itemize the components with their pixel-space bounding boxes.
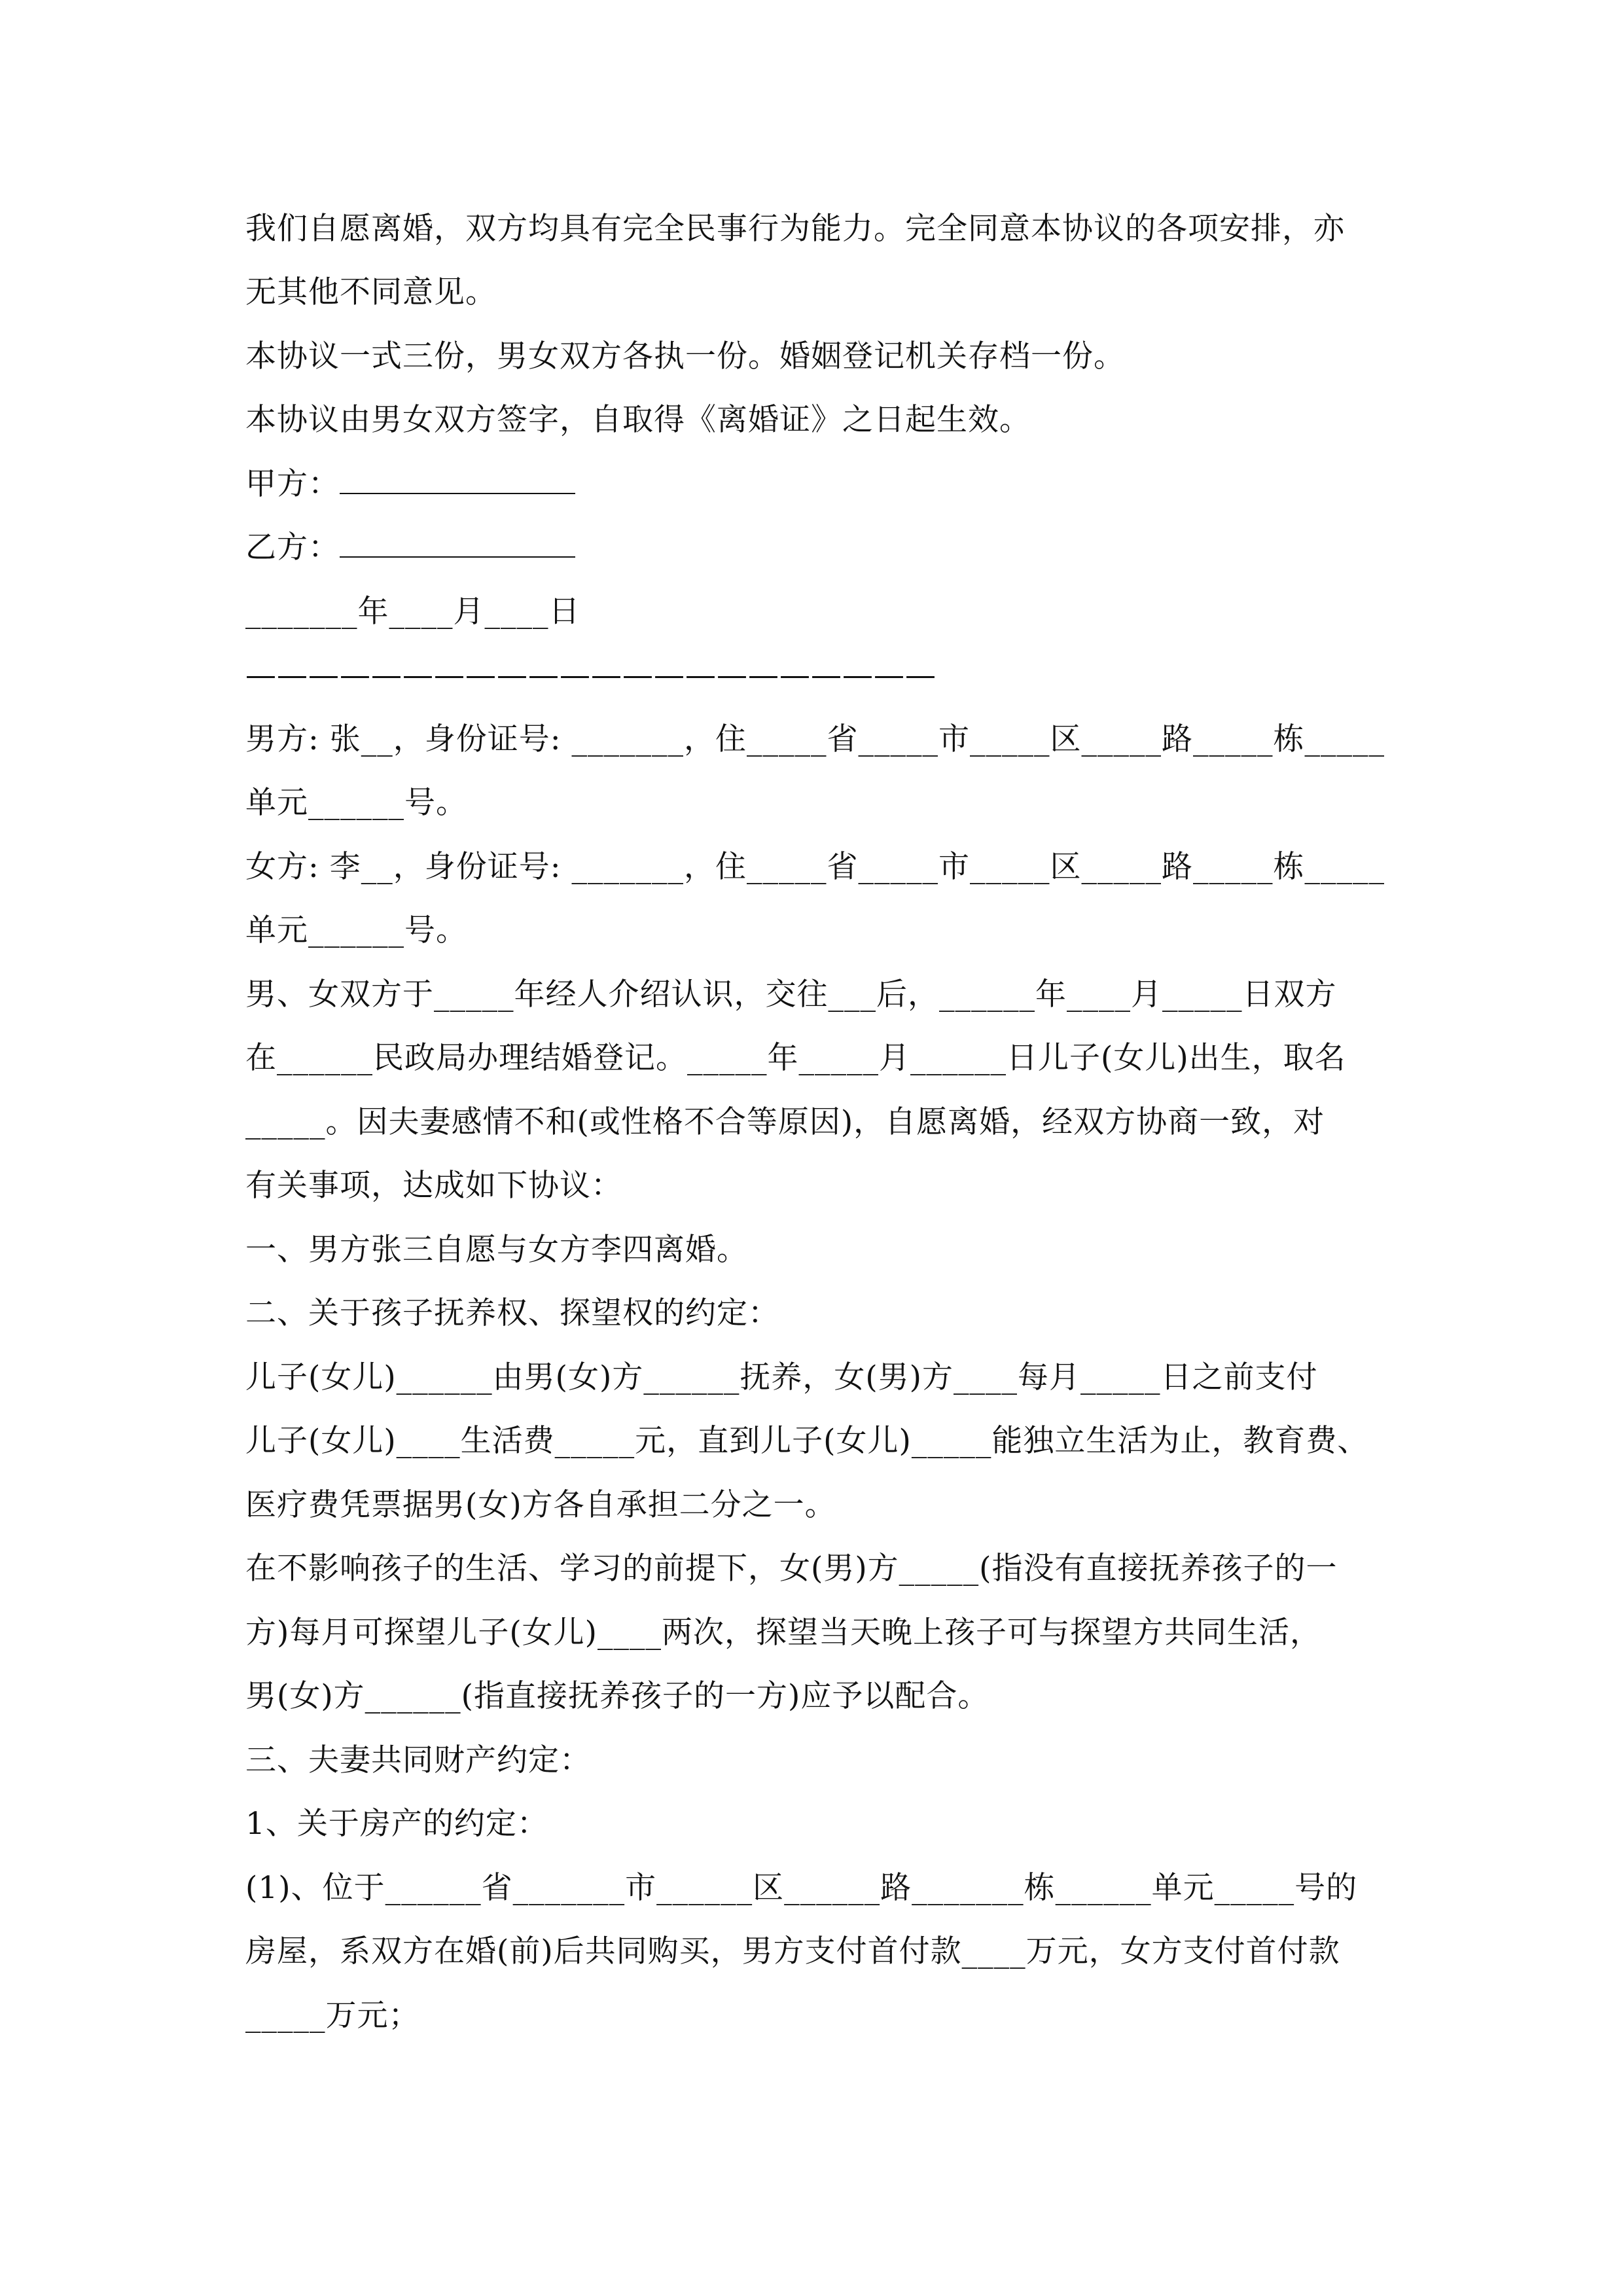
paragraph-line: 房屋，系双方在婚(前)后共同购买，男方支付首付款____万元，女方支付首付款 bbox=[245, 1933, 1340, 1969]
paragraph-line: 儿子(女儿)____生活费_____元，直到儿子(女儿)_____能独立生活为止，教育费、 bbox=[245, 1423, 1369, 1459]
paragraph-line: 方)每月可探望儿子(女儿)____两次，探望当天晚上孩子可与探望方共同生活， bbox=[245, 1615, 1322, 1651]
clause-heading: 二、关于孩子抚养权、探望权的约定： bbox=[245, 1295, 779, 1331]
paragraph-line: 医疗费凭票据男(女)方各自承担二分之一。 bbox=[245, 1487, 836, 1523]
paragraph-line: 无其他不同意见。 bbox=[245, 274, 497, 310]
paragraph-line: _____。因夫妻感情不和(或性格不合等原因)，自愿离婚，经双方协商一致，对 bbox=[245, 1104, 1325, 1140]
party-b-label: 乙方： bbox=[245, 529, 340, 565]
paragraph-line: 男(女)方______(指直接抚养孩子的一方)应予以配合。 bbox=[245, 1678, 990, 1714]
sub-clause-heading: 1、关于房产的约定： bbox=[245, 1806, 548, 1842]
paragraph-line: 有关事项，达成如下协议： bbox=[245, 1168, 622, 1204]
paragraph-line: 本协议由男女双方签字，自取得《离婚证》之日起生效。 bbox=[245, 402, 1031, 438]
party-b-signature-line bbox=[245, 528, 575, 567]
paragraph-line: 儿子(女儿)______由男(女)方______抚养，女(男)方____每月_____日之前支付 bbox=[245, 1359, 1318, 1395]
party-a-label: 甲方： bbox=[245, 466, 340, 502]
paragraph-line: 我们自愿离婚，双方均具有完全民事行为能力。完全同意本协议的各项安排，亦 bbox=[245, 211, 1345, 247]
clause-heading: 一、男方张三自愿与女方李四离婚。 bbox=[245, 1232, 748, 1268]
paragraph-line: 女方: 李__，身份证号: _______，住_____省_____市_____区_____路_____栋_____ bbox=[245, 849, 1385, 885]
section-divider: —————————————————————— bbox=[245, 657, 936, 693]
paragraph-line: 单元______号。 bbox=[245, 785, 467, 821]
date-line: _______年____月____日 bbox=[245, 594, 580, 630]
party-a-signature-blank[interactable] bbox=[340, 467, 575, 494]
party-a-signature-line bbox=[245, 465, 575, 504]
paragraph-line: 男、女双方于_____年经人介绍认识，交往___后，______年____月_____日双方 bbox=[245, 977, 1337, 1013]
paragraph-line: 男方: 张__，身份证号: _______，住_____省_____市_____区_____路_____栋_____ bbox=[245, 721, 1385, 757]
clause-heading: 三、夫妻共同财产约定： bbox=[245, 1742, 591, 1778]
paragraph-line: _____万元； bbox=[245, 1998, 420, 2034]
party-b-signature-blank[interactable] bbox=[340, 530, 575, 558]
paragraph-line: 本协议一式三份，男女双方各执一份。婚姻登记机关存档一份。 bbox=[245, 338, 1125, 374]
paragraph-line: 在______民政局办理结婚登记。_____年_____月______日儿子(女儿)出生，取名 bbox=[245, 1040, 1346, 1076]
paragraph-line: 在不影响孩子的生活、学习的前提下，女(男)方_____(指没有直接抚养孩子的一 bbox=[245, 1551, 1338, 1587]
paragraph-line: 单元______号。 bbox=[245, 912, 467, 948]
paragraph-line: (1)、位于______省_______市______区______路_______栋______单元_____号的 bbox=[245, 1870, 1358, 1906]
